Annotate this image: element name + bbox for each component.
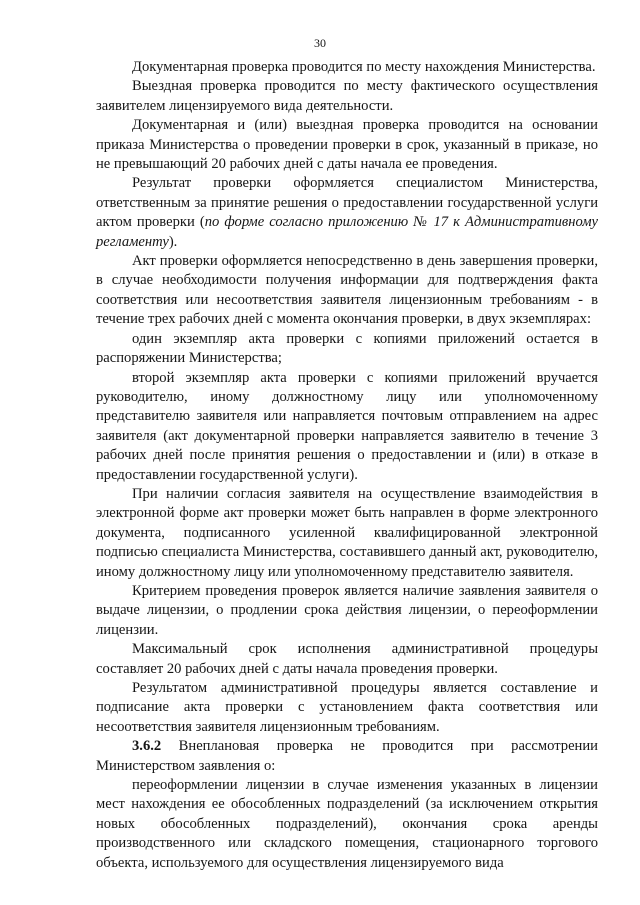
- paragraph-result: [96, 174, 598, 252]
- page-number: 30: [314, 36, 326, 50]
- paragraph: Документарная проверка проводится по месту нахождения Министерства.: [132, 59, 596, 75]
- paragraph: При наличии согласия заявителя на осуществление взаимодействия в электронной форме акт проверки может быть направлен в форме электронного документа, подписанного усиленной квалифицированной электронной подписью специалиста Министерства, составившего данный акт, руководителю, иному должностному лицу или уполномоченному представителю заявителя.: [96, 485, 598, 580]
- section-text: Внеплановая проверка не проводится при рассмотрении Министерством заявления о:: [96, 738, 598, 774]
- paragraph: Документарная и (или) выездная проверка проводится на основании приказа Министерства о проведении проверки в срок, указанный в приказе, но не превышающий 20 рабочих дней с даты начала ее проведения.: [96, 117, 598, 173]
- paragraph: Акт проверки оформляется непосредственно в день завершения проверки, в случае необходимости получения информации для подтверждения факта соответствия или несоответствия заявителя лицензионным требованиям - в течение трех рабочих дней с момента окончания проверки, в двух экземплярах:: [96, 253, 598, 328]
- paragraph: Результатом административной процедуры является составление и подписание акта проверки с установлением факта соответствия или несоответствия заявителя лицензионным требованиям.: [96, 680, 598, 735]
- section-number: 3.6.2: [132, 738, 162, 755]
- result-end: ).: [168, 233, 178, 250]
- paragraph: переоформлении лицензии в случае изменения указанных в лицензии мест нахождения ее обособленных подразделений (за исключением открытия новых обособленных подразделений), окончания срока аренды производственного или складского помещения, стационарного торгового объекта, используемого для осуществления лицензируемого вида: [96, 777, 598, 871]
- document-body: [96, 58, 598, 873]
- paragraph: один экземпляр акта проверки с копиями приложений остается в распоряжении Министерства;: [96, 330, 598, 367]
- result-text: Результат проверки оформляется специалистом Министерства, ответственным за принятие решения о предоставлении государственной услуги актом проверки (: [96, 175, 598, 231]
- paragraph: Критерием проведения проверок является наличие заявления заявителя о выдаче лицензии, о продлении срока действия лицензии, о переоформлении лицензии.: [96, 582, 598, 638]
- paragraph: Максимальный срок исполнения административной процедуры составляет 20 рабочих дней с даты начала проведения проверки.: [96, 641, 598, 677]
- paragraph: Выездная проверка проводится по месту фактического осуществления заявителем лицензируемого вида деятельности.: [96, 78, 598, 114]
- result-italic-reference: по форме согласно приложению № 17 к Административному регламенту: [96, 214, 599, 250]
- section-paragraph: [96, 737, 598, 776]
- paragraph: второй экземпляр акта проверки с копиями приложений вручается руководителю, иному должностному лицу или уполномоченному представителю заявителя или направляется почтовым отправлением на адрес заявителя (акт документарной проверки направляется заявителю в течение 3 рабочих дней после принятия решения о предоставлении и (или) в отказе в предоставлении государственной услуги).: [96, 369, 598, 483]
